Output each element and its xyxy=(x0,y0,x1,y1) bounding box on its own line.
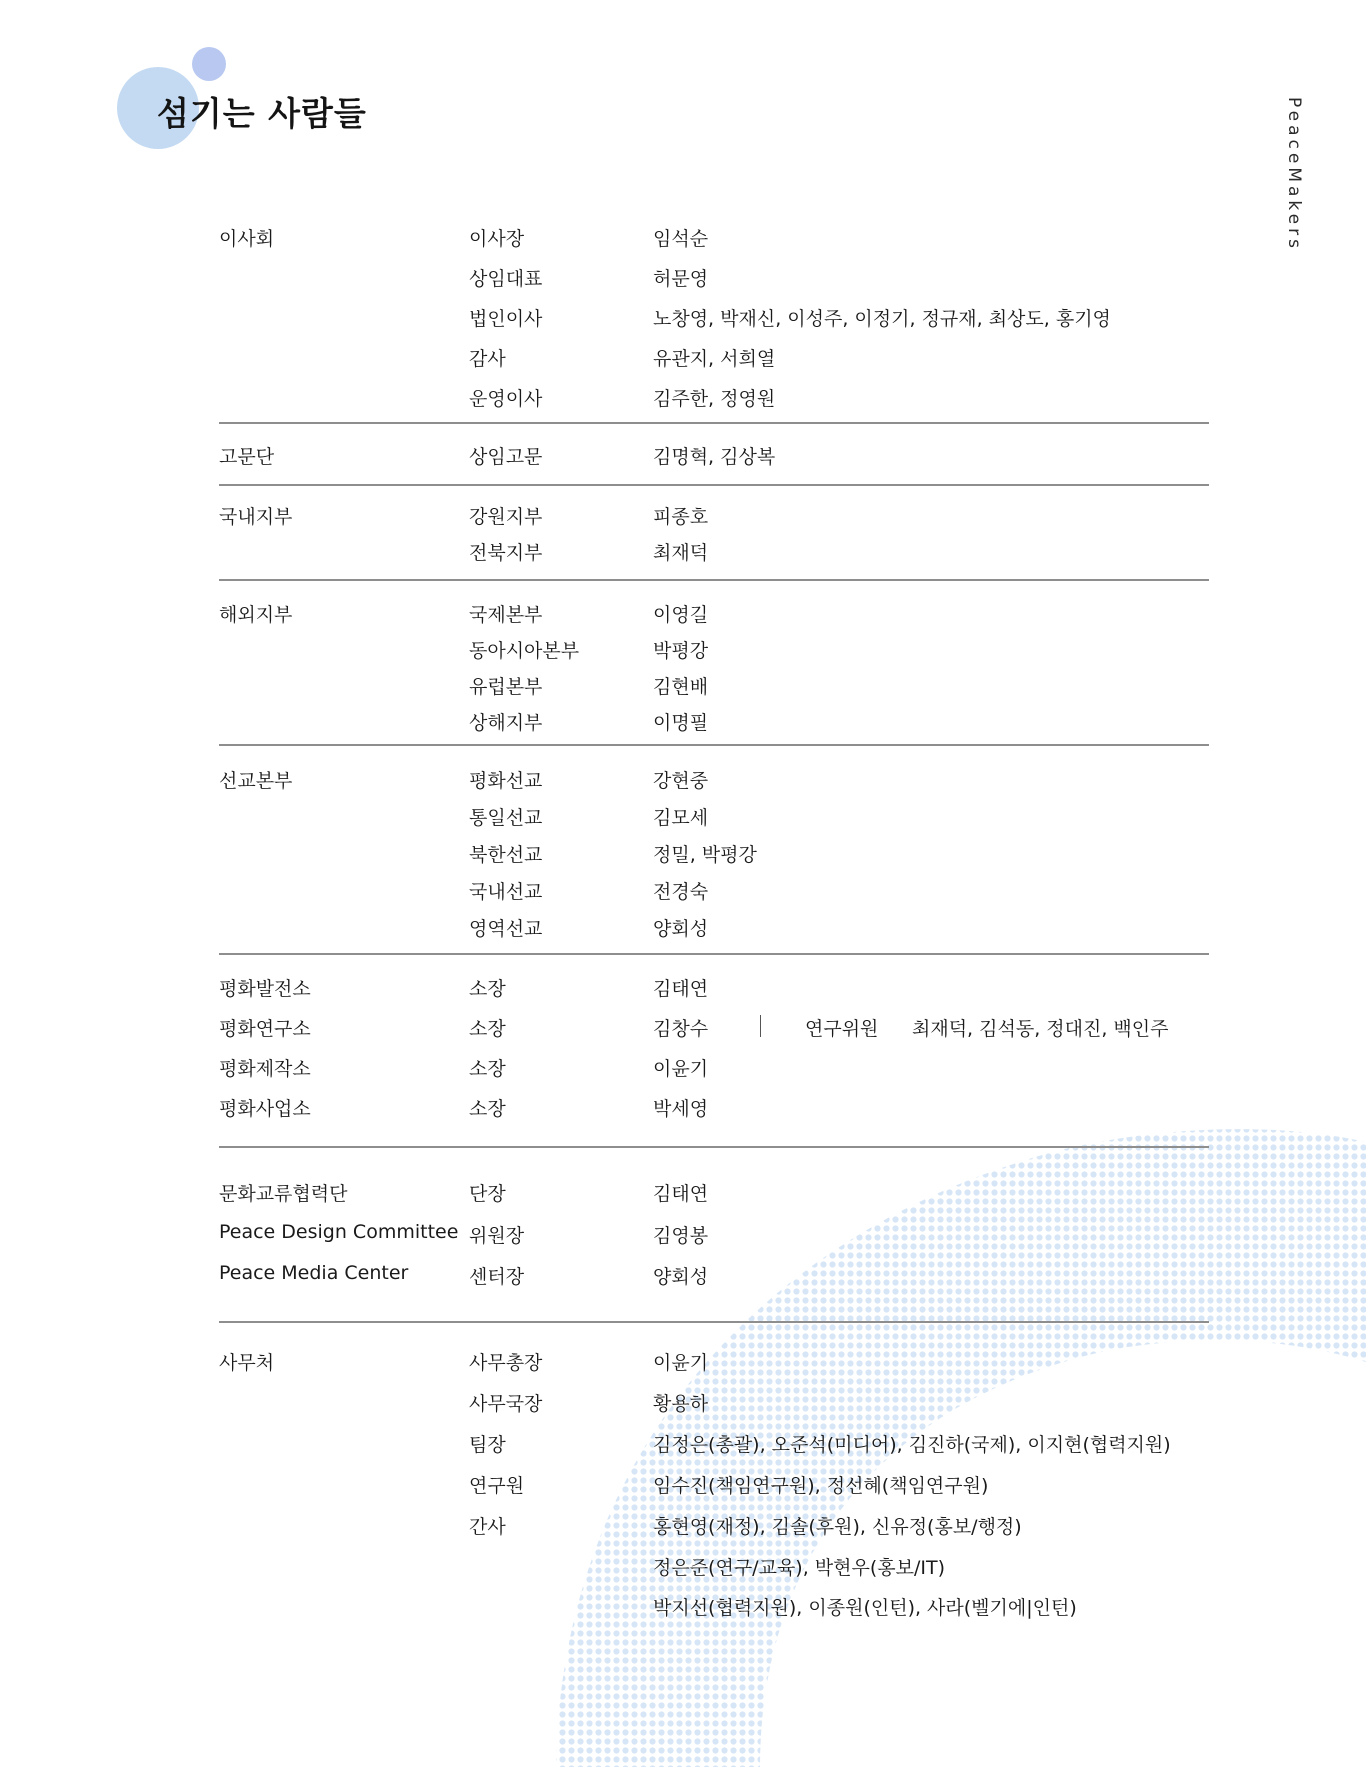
column-separator xyxy=(760,1015,761,1037)
role-label: 강원지부 xyxy=(469,506,543,528)
names-text: 강현중 xyxy=(653,770,709,792)
role-label: 국내선교 xyxy=(469,881,543,903)
names-text: 임석순 xyxy=(653,228,709,250)
role-label: 위원장 xyxy=(469,1225,525,1247)
category-label: 이사회 xyxy=(219,228,275,250)
category-label: 사무처 xyxy=(219,1352,275,1374)
names-text: 박평강 xyxy=(653,640,709,662)
role-label: 전북지부 xyxy=(469,542,543,564)
role-label: 소장 xyxy=(469,978,506,1000)
names-text: 이명필 xyxy=(653,712,709,734)
names-text: 김모세 xyxy=(653,807,709,829)
names-text: 박지선(협력지원), 이종원(인턴), 사라(벨기에|인턴) xyxy=(653,1597,1077,1619)
role-label: 국제본부 xyxy=(469,604,543,626)
role-label: 소장 xyxy=(469,1098,506,1120)
role-label: 간사 xyxy=(469,1516,506,1538)
names-text: 김태연 xyxy=(653,978,709,1000)
names-text: 이윤기 xyxy=(653,1058,709,1080)
category-label: Peace Design Committee xyxy=(219,1221,459,1243)
extra-role-label: 연구위원 xyxy=(805,1018,879,1040)
names-text: 김영봉 xyxy=(653,1225,709,1247)
category-label: 평화사업소 xyxy=(219,1098,311,1120)
page-title: 섬기는 사람들 xyxy=(157,94,367,133)
category-label: 문화교류협력단 xyxy=(219,1183,348,1205)
role-label: 동아시아본부 xyxy=(469,640,580,662)
names-text: 유관지, 서희열 xyxy=(653,348,776,370)
names-text: 정밀, 박평강 xyxy=(653,844,757,866)
role-label: 소장 xyxy=(469,1018,506,1040)
names-text: 김정은(총괄), 오준석(미디어), 김진하(국제), 이지현(협력지원) xyxy=(653,1434,1171,1456)
section-divider xyxy=(219,579,1209,581)
category-label: 국내지부 xyxy=(219,506,293,528)
category-label: Peace Media Center xyxy=(219,1262,409,1284)
role-label: 영역선교 xyxy=(469,918,543,940)
section-divider xyxy=(219,422,1209,424)
extra-names-text: 최재덕, 김석동, 정대진, 백인주 xyxy=(912,1018,1169,1040)
role-label: 단장 xyxy=(469,1183,506,1205)
names-text: 노창영, 박재신, 이성주, 이정기, 정규재, 최상도, 홍기영 xyxy=(653,308,1111,330)
names-text: 김현배 xyxy=(653,676,709,698)
names-text: 전경숙 xyxy=(653,881,709,903)
role-label: 법인이사 xyxy=(469,308,543,330)
category-label: 해외지부 xyxy=(219,604,293,626)
role-label: 감사 xyxy=(469,348,506,370)
role-label: 상임고문 xyxy=(469,446,543,468)
role-label: 소장 xyxy=(469,1058,506,1080)
role-label: 통일선교 xyxy=(469,807,543,829)
section-divider xyxy=(219,1146,1209,1148)
names-text: 허문영 xyxy=(653,268,709,290)
side-brand-label: PeaceMakers xyxy=(1284,97,1304,252)
role-label: 사무국장 xyxy=(469,1393,543,1415)
names-text: 양회성 xyxy=(653,918,709,940)
section-divider xyxy=(219,484,1209,486)
names-text: 정은준(연구/교육), 박현우(홍보/IT) xyxy=(653,1557,945,1579)
names-text: 김주한, 정영원 xyxy=(653,388,776,410)
category-label: 선교본부 xyxy=(219,770,293,792)
section-divider xyxy=(219,744,1209,746)
role-label: 상임대표 xyxy=(469,268,543,290)
names-text: 이윤기 xyxy=(653,1352,709,1374)
role-label: 평화선교 xyxy=(469,770,543,792)
names-text: 이영길 xyxy=(653,604,709,626)
role-label: 이사장 xyxy=(469,228,525,250)
names-text: 김명혁, 김상복 xyxy=(653,446,776,468)
role-label: 상해지부 xyxy=(469,712,543,734)
title-bubble-small xyxy=(192,47,226,81)
category-label: 평화제작소 xyxy=(219,1058,311,1080)
category-label: 평화연구소 xyxy=(219,1018,311,1040)
role-label: 유럽본부 xyxy=(469,676,543,698)
role-label: 센터장 xyxy=(469,1266,525,1288)
names-text: 김창수 xyxy=(653,1018,709,1040)
section-divider xyxy=(219,1321,1209,1323)
role-label: 사무총장 xyxy=(469,1352,543,1374)
role-label: 운영이사 xyxy=(469,388,543,410)
section-divider xyxy=(219,953,1209,955)
names-text: 최재덕 xyxy=(653,542,709,564)
role-label: 팀장 xyxy=(469,1434,506,1456)
names-text: 김태연 xyxy=(653,1183,709,1205)
names-text: 박세영 xyxy=(653,1098,709,1120)
names-text: 임수진(책임연구원), 정선혜(책임연구원) xyxy=(653,1475,989,1497)
names-text: 황용하 xyxy=(653,1393,709,1415)
names-text: 양회성 xyxy=(653,1266,709,1288)
category-label: 평화발전소 xyxy=(219,978,311,1000)
names-text: 홍현영(재정), 김솔(후원), 신유정(홍보/행정) xyxy=(653,1516,1022,1538)
names-text: 피종호 xyxy=(653,506,709,528)
role-label: 북한선교 xyxy=(469,844,543,866)
category-label: 고문단 xyxy=(219,446,275,468)
role-label: 연구원 xyxy=(469,1475,525,1497)
